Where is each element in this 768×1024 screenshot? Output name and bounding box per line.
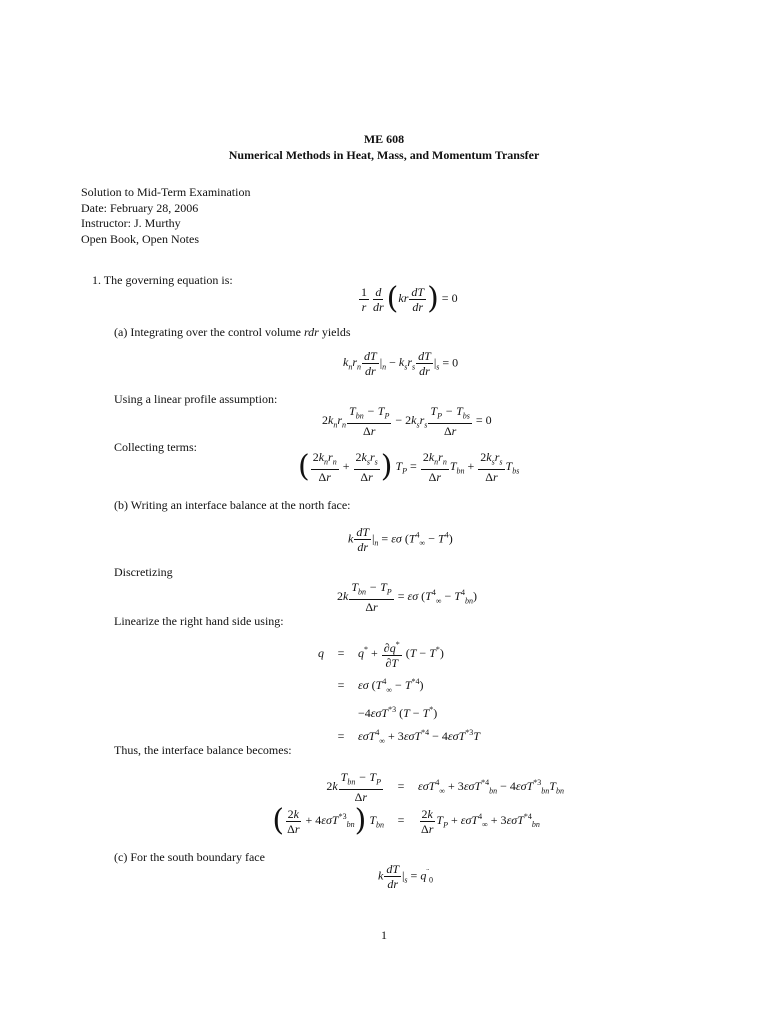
equation-final-balance: 2k $\frac{T_{bn} - T_P}{\Delta r}$ = $\varepsilon\sigma T^4_\infty + 3\varepsilon\sigma T^{*4}_{bn} - 4\varepsilon\sigma T^{*3}_{bn}T_{bn}$ ( $\frac{2k}{\Delta r}$ + 4εσT$^{*3}_{bn}$) $T_{bn}$ = $\frac{2k}{\Delta r}$ $T_P + \varepsilon\sigma T^4_\infty + 3\varepsilon\sigma T^{*4}_{bn}$: [272, 770, 564, 838]
page-number: 1: [381, 928, 387, 942]
info-solution: Solution to Mid-Term Examination: [81, 185, 251, 199]
course-title: Numerical Methods in Heat, Mass, and Momentum Transfer: [228, 148, 540, 162]
collecting-text: Collecting terms:: [114, 440, 197, 454]
part-c-text: (c) For the south boundary face: [114, 850, 265, 864]
equation-linearization: q = q* + $\frac{\partial q^*}{\partial T}$ (T − T*) = εσ $(T^4_\infty - T^{*4})$ −4εσT$^{*3}$ (T − T*) = εσT$^4_\infty$ + 3εσT$^{*4}$ − 4εσT$^{*3}$T: [318, 640, 480, 746]
info-instructor: Instructor: J. Murthy: [81, 216, 181, 230]
discretizing-text: Discretizing: [114, 565, 173, 579]
equation-linear-profile: $2k_nr_n$ $\frac{T_{bn} - T_P}{\Delta r}$ − $2k_sr_s$ $\frac{T_P - T_{bs}}{\Delta r}$ = 0: [322, 404, 492, 439]
part-b-text: (b) Writing an interface balance at the north face:: [114, 498, 351, 512]
linear-profile-text: Using a linear profile assumption:: [114, 392, 278, 406]
equation-governing: $\frac{1}{r}$ $\frac{d}{dr}$ (kr $\frac{dT}{dr}$ ) = 0: [361, 281, 458, 316]
equation-integrated: $k_nr_n$ $\frac{dT}{dr}$ $|_n - k_sr_s$ $\frac{dT}{dr}$ $|_s = 0$: [343, 349, 459, 378]
equation-south-boundary: k $\frac{dT}{dr}$ $|_s = q^¨_0$: [378, 862, 433, 891]
problem-1-intro: 1. The governing equation is:: [92, 273, 233, 287]
part-a-text: [114, 325, 351, 340]
part-a-label: (a) Integrating over the control volume: [114, 325, 301, 339]
course-number: ME 608: [363, 132, 405, 146]
equation-interface-balance: k $\frac{dT}{dr}$ $|_n = \varepsilon\sigma$ $(T^4_\infty - T^4)$: [348, 525, 453, 554]
thus-text: Thus, the interface balance becomes:: [114, 743, 292, 757]
info-date: Date: February 28, 2006: [81, 201, 199, 215]
equation-discretized: 2k $\frac{T_{bn} - T_P}{\Delta r}$ = εσ $(T^4_\infty - T^4_{bn})$: [337, 580, 477, 615]
equation-collected: ( $\frac{2k_nr_n}{\Delta r}$ + $\frac{2k_sr_s}{\Delta r}$ ) $T_P$ = $\frac{2k_nr_n}{\Delta r}$ $T_{bn}$ + $\frac{2k_sr_s}{\Delta r}$ $T_{bs}$: [298, 449, 520, 485]
part-a-tail: yields: [321, 325, 351, 339]
linearize-text: Linearize the right hand side using:: [114, 614, 284, 628]
info-notes: Open Book, Open Notes: [81, 232, 199, 246]
part-a-variable: rdr: [303, 325, 319, 339]
